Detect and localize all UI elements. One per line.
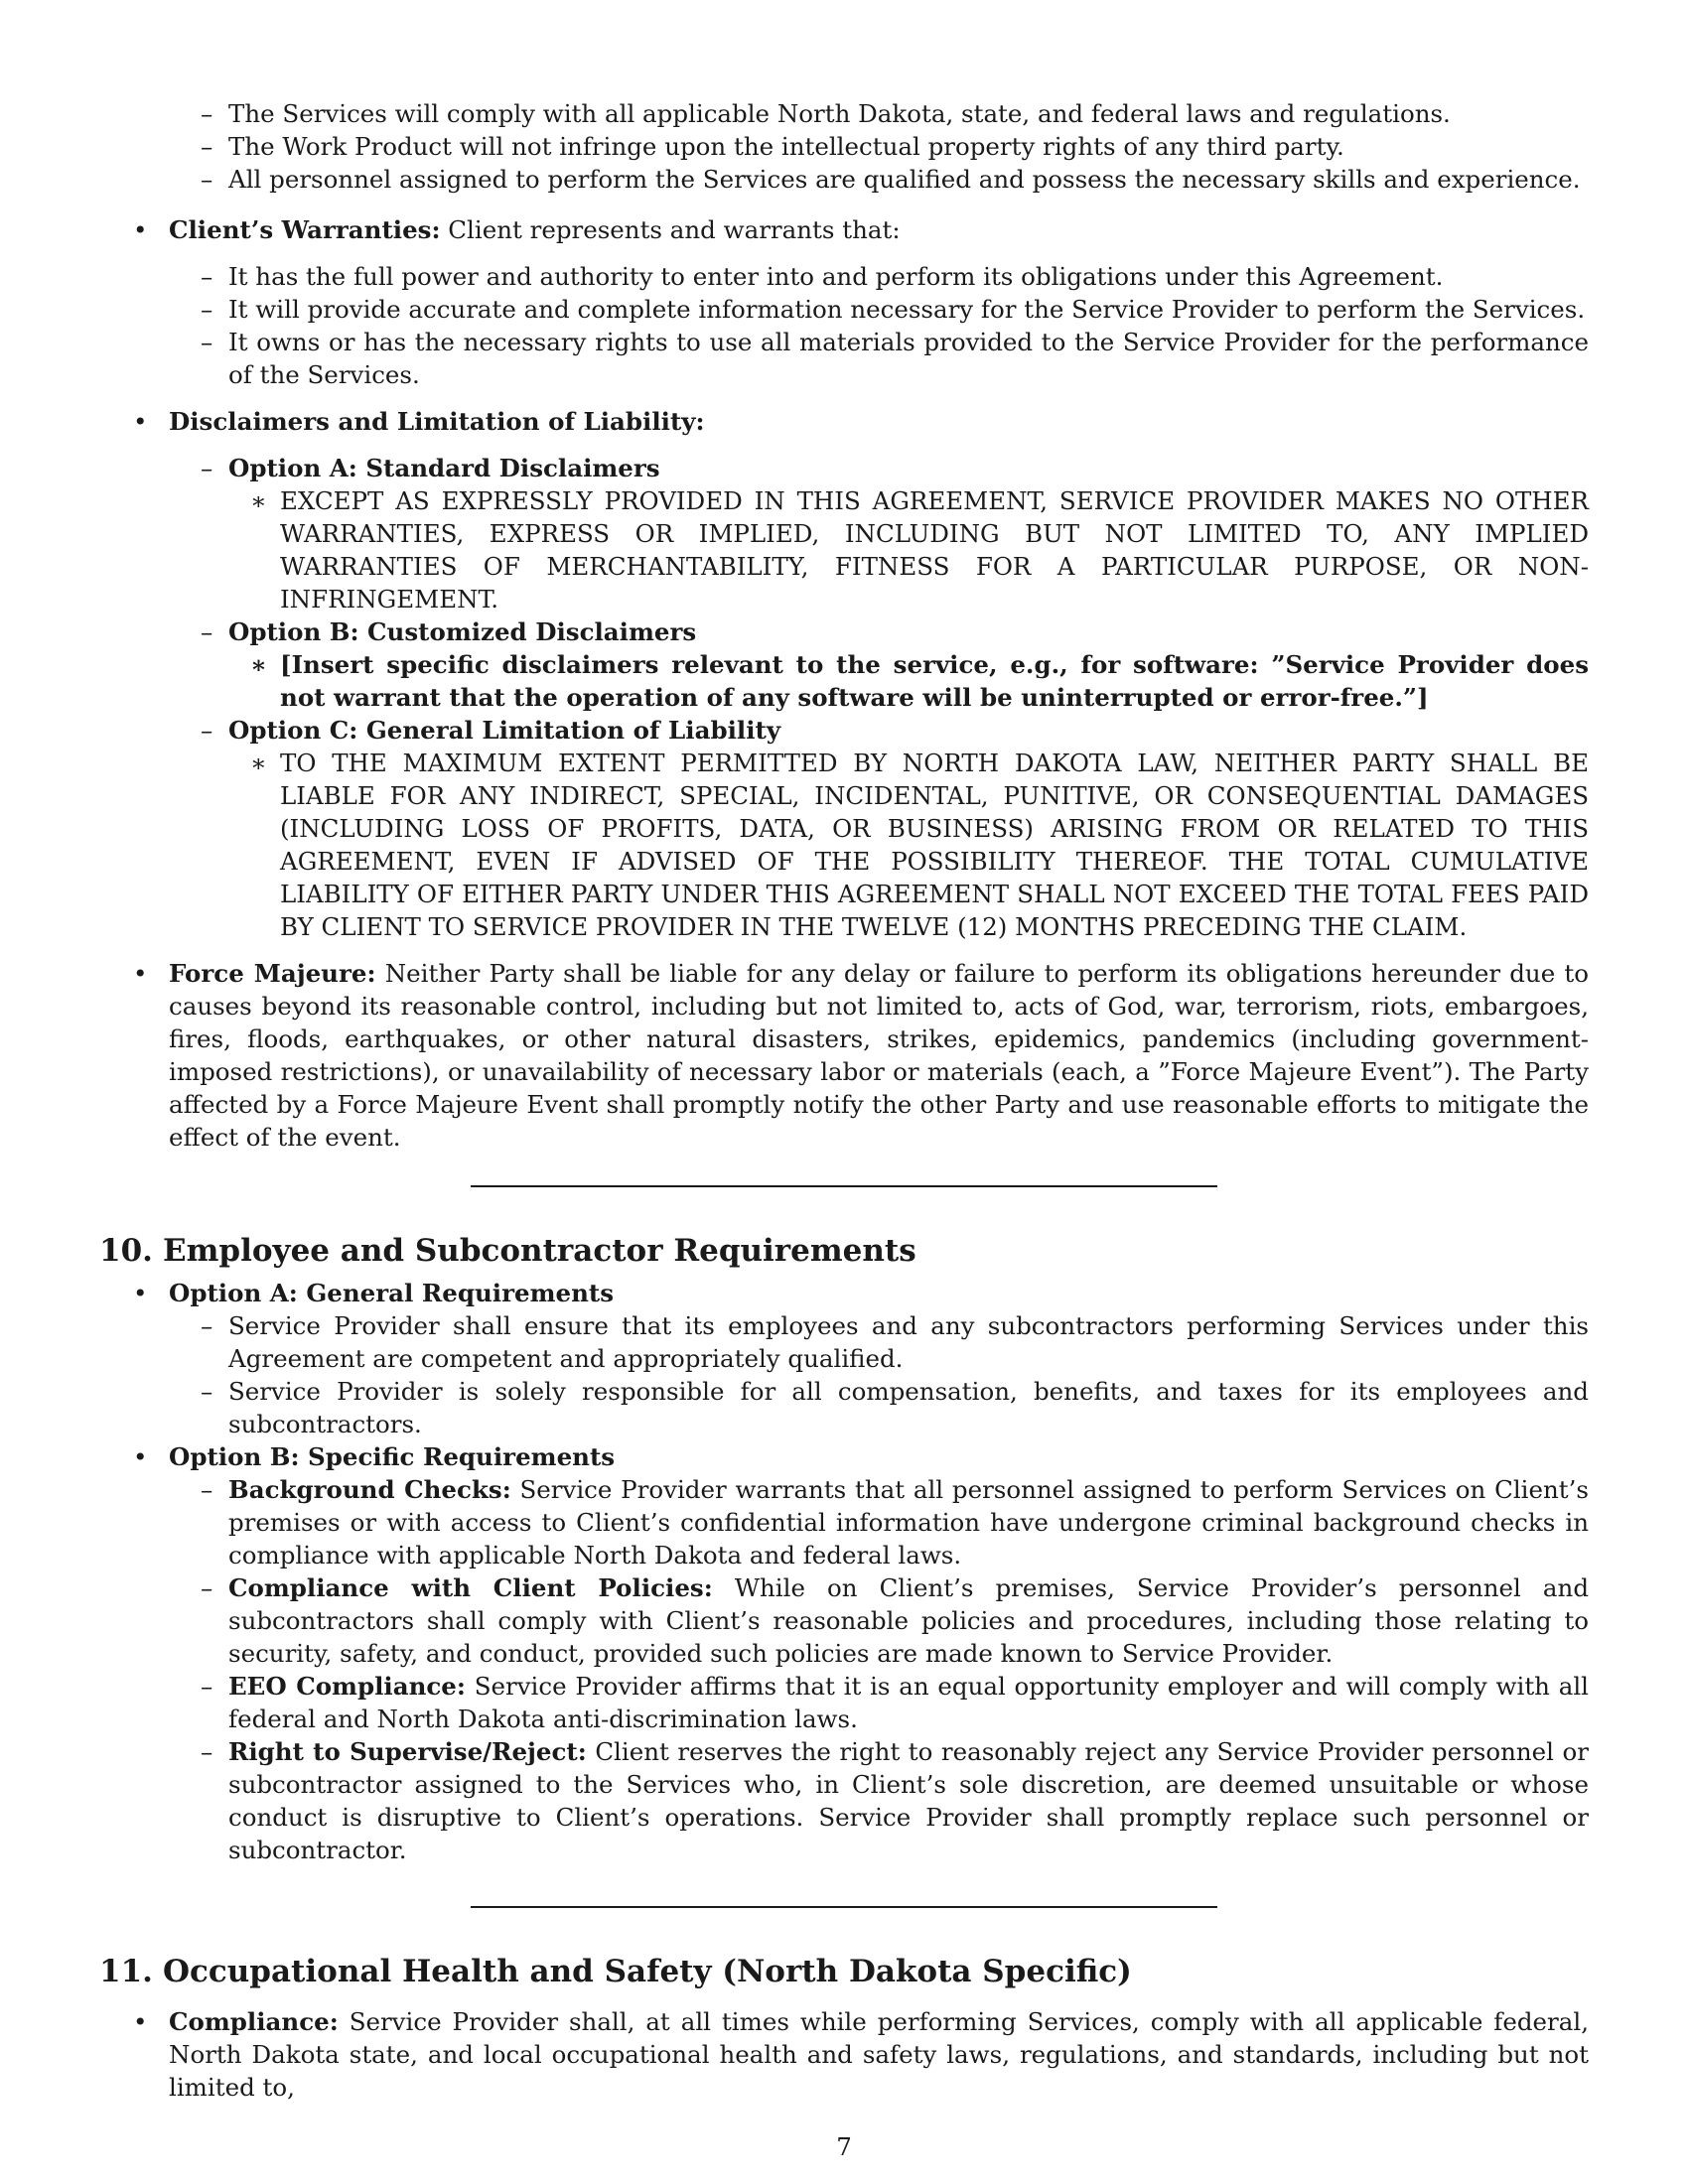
section-10-option-a (99, 1277, 1589, 1440)
section-10-option-a-items (169, 1309, 1589, 1440)
list-item: – The Work Product will not infringe upon the intellectual property rights of any third party. (169, 130, 1589, 163)
option-b-text: ∗ [Insert specific disclaimers relevant to the service, e.g., for software: ”Service Provider does not warrant that the operation of any software will be uninterrupted or error-free.”] (228, 648, 1589, 714)
section-10-option-b (99, 1440, 1589, 1866)
list-item: – Service Provider is solely responsible for all compensation, benefits, and taxes for its employees and subcontractors. (169, 1375, 1589, 1440)
page-content (99, 97, 1589, 2104)
force-majeure-label: Force Majeure: (169, 959, 376, 988)
compliance-text: Service Provider shall, at all times while performing Services, comply with all applicable federal, North Dakota state, and local occupational health and safety laws, regulations, and standards, including but not limited to, (169, 2007, 1589, 2102)
list-item (169, 1735, 1589, 1866)
item-label: Right to Supervise/Reject: (228, 1737, 587, 1766)
option-a-label: Option A: Standard Disclaimers (228, 454, 660, 482)
section-10-title: Employee and Subcontractor Requirements (163, 1233, 916, 1269)
option-c-text: ∗ TO THE MAXIMUM EXTENT PERMITTED BY NORTH DAKOTA LAW, NEITHER PARTY SHALL BE LIABLE FOR ANY INDIRECT, SPECIAL, INCIDENTAL, PUNITIVE, OR CONSEQUENTIAL DAMAGES (INCLUDING LOSS OF PROFITS, DATA, OR BUSINESS) ARISING FROM OR RELATED TO THIS AGREEMENT, EVEN IF ADVISED OF THE POSSIBILITY THEREOF. THE TOTAL CUMULATIVE LIABILITY OF EITHER PARTY UNDER THIS AGREEMENT SHALL NOT EXCEED THE TOTAL FEES PAID BY CLIENT TO SERVICE PROVIDER IN THE TWELVE (12) MONTHS PRECEDING THE CLAIM. (228, 747, 1589, 943)
section-11-heading (99, 1952, 1589, 1991)
sp-warranty-items (169, 97, 1589, 196)
force-majeure (99, 957, 1589, 1154)
section-10-list (99, 1277, 1589, 1866)
option-c-label: Option C: General Limitation of Liability (228, 716, 781, 745)
option-b-label: Option B: Customized Disclaimers (228, 617, 697, 646)
disclaimer-option-c (169, 714, 1589, 943)
section-10-option-b-label: Option B: Specific Requirements (169, 1442, 616, 1471)
item-label: Compliance with Client Policies: (228, 1573, 713, 1602)
option-a-items (228, 484, 1589, 615)
item-text: Service Provider warrants that all personnel assigned to perform Services on Client’s premises or with access to Client’s confidential information have undergone criminal background checks in compliance with applicable North Dakota and federal laws. (228, 1475, 1589, 1570)
disclaimers (99, 405, 1589, 943)
list-item: – It has the full power and authority to enter into and perform its obligations under this Agreement. (169, 260, 1589, 293)
item-text: Client reserves the right to reasonably reject any Service Provider personnel or subcontractor assigned to the Services who, in Client’s sole discretion, are deemed unsuitable or whose conduct is disruptive to Client’s operations. Service Provider shall promptly replace such personnel or subcontractor. (228, 1737, 1589, 1864)
section-11-title: Occupational Health and Safety (North Dakota Specific) (163, 1954, 1132, 1989)
section-11-number: 11. (99, 1954, 153, 1989)
section-10-number: 10. (99, 1233, 153, 1269)
disclaimer-option-a (169, 452, 1589, 615)
client-warranties-intro: Client represents and warrants that: (448, 215, 901, 244)
section-divider (471, 1185, 1217, 1187)
list-item: – The Services will comply with all applicable North Dakota, state, and federal laws and regulations. (169, 97, 1589, 130)
disclaimer-option-b (169, 615, 1589, 714)
list-item: – Service Provider shall ensure that its employees and any subcontractors performing Services under this Agreement are competent and appropriately qualified. (169, 1309, 1589, 1375)
list-item: – All personnel assigned to perform the Services are qualified and possess the necessary skills and experience. (169, 163, 1589, 196)
section-10-option-a-label: Option A: General Requirements (169, 1279, 615, 1307)
section-divider (471, 1906, 1217, 1908)
list-item (169, 1670, 1589, 1735)
disclaimer-options (169, 452, 1589, 943)
list-item (169, 1571, 1589, 1670)
compliance-label: Compliance: (169, 2007, 339, 2036)
page-number: 7 (836, 2132, 852, 2161)
disclaimers-label: Disclaimers and Limitation of Liability: (169, 407, 705, 436)
client-warranties-label: Client’s Warranties: (169, 215, 441, 244)
list-item: – It owns or has the necessary rights to use all materials provided to the Service Provider for the performance of the Services. (169, 326, 1589, 391)
item-text: Service Provider affirms that it is an equal opportunity employer and will comply with all federal and North Dakota anti-discrimination laws. (228, 1672, 1590, 1733)
sp-warranties-continued (99, 97, 1589, 196)
option-a-text: ∗ EXCEPT AS EXPRESSLY PROVIDED IN THIS AGREEMENT, SERVICE PROVIDER MAKES NO OTHER WARRANTIES, EXPRESS OR IMPLIED, INCLUDING BUT NOT LIMITED TO, ANY IMPLIED WARRANTIES OF MERCHANTABILITY, FITNESS FOR A PARTICULAR PURPOSE, OR NON-INFRINGEMENT. (228, 484, 1589, 615)
option-b-items (228, 648, 1589, 714)
section-11-compliance (99, 2005, 1589, 2104)
item-label: Background Checks: (228, 1475, 511, 1504)
item-text: While on Client’s premises, Service Provider’s personnel and subcontractors shall comply with Client’s reasonable policies and procedures, including those relating to security, safety, and conduct, provided such policies are made known to Service Provider. (228, 1573, 1589, 1668)
section-11-list (99, 2005, 1589, 2104)
list-item: – It will provide accurate and complete information necessary for the Service Provider to perform the Services. (169, 293, 1589, 326)
section-10-heading (99, 1231, 1589, 1271)
warranties-list (99, 97, 1589, 1154)
client-warranty-items (169, 260, 1589, 391)
force-majeure-text: Neither Party shall be liable for any delay or failure to perform its obligations hereunder due to causes beyond its reasonable control, including but not limited to, acts of God, war, terrorism, riots, embargoes, fires, floods, earthquakes, or other natural disasters, strikes, epidemics, pandemics (including government-imposed restrictions), or unavailability of necessary labor or materials (each, a ”Force Majeure Event”). The Party affected by a Force Majeure Event shall promptly notify the other Party and use reasonable efforts to mitigate the effect of the event. (169, 959, 1589, 1152)
option-c-items (228, 747, 1589, 943)
client-warranties (99, 213, 1589, 391)
list-item (169, 1473, 1589, 1571)
item-label: EEO Compliance: (228, 1672, 466, 1701)
section-10-option-b-items (169, 1473, 1589, 1866)
